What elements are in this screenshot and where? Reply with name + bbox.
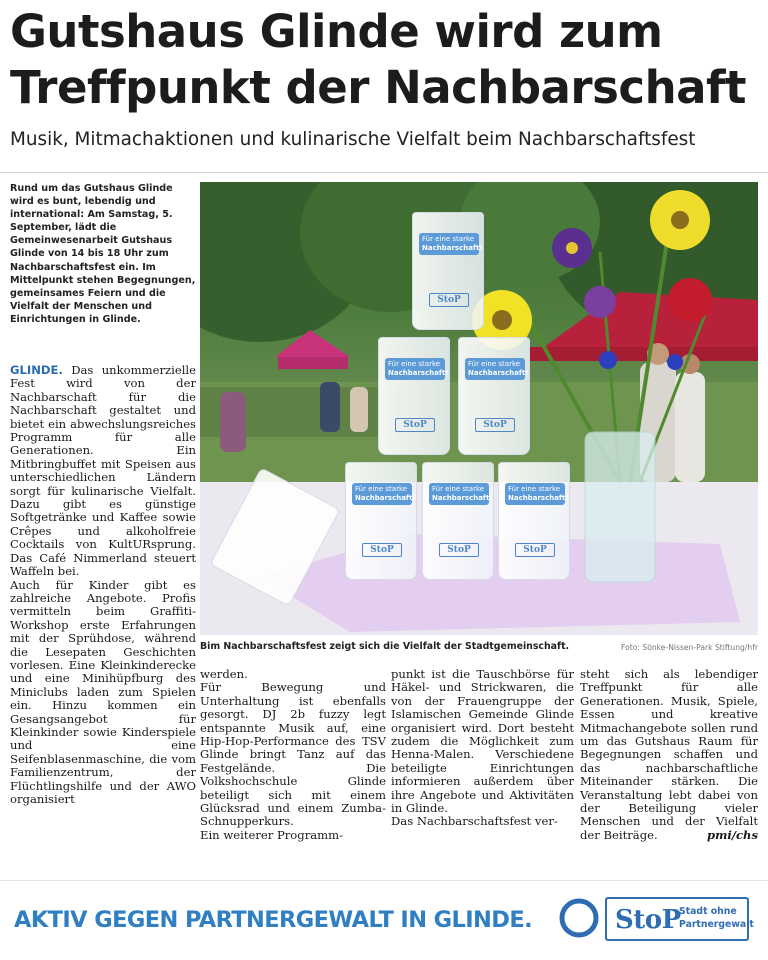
signature: pmi/chs bbox=[706, 827, 758, 842]
cup-label-line: Nachbarschaft! bbox=[508, 494, 569, 502]
cup-label bbox=[505, 483, 569, 505]
cup-label-line: Für eine starke bbox=[432, 485, 485, 493]
column-4 bbox=[580, 668, 758, 878]
body-text: steht sich als lebendiger Treffpunkt für alle Generationen. Musik, Spiele, Essen und kreative Mitmachangebote sollen rund um das Gutshaus Raum für Begegnungen schaffen und das nachbarschaftliche Miteinander stärken. Die Veranstaltung lebt dabei von der Beteiligung vieler Menschen und der Vielfalt der Beiträge. bbox=[580, 668, 758, 842]
subheadline: Musik, Mitmachaktionen und kulinarische Vielfalt beim Nachbarschaftsfest bbox=[10, 129, 696, 150]
cup-label-line: Nachbarschaft! bbox=[355, 494, 416, 502]
printed-cup bbox=[412, 212, 484, 330]
printed-cup bbox=[422, 462, 494, 580]
paragraph: werden. bbox=[200, 668, 248, 681]
logo-tagline-line: Stadt ohne bbox=[679, 906, 737, 917]
divider bbox=[0, 172, 768, 173]
paragraph: Das Nachbarschaftsfest ver- bbox=[391, 814, 558, 829]
cup-label bbox=[465, 358, 529, 380]
cup-label-line: Für eine starke bbox=[422, 235, 475, 243]
cup-label-line: Für eine starke bbox=[388, 360, 441, 368]
cup-label-line: Nachbarschaft! bbox=[432, 494, 493, 502]
paragraph: Auch für Kinder gibt es zahlreiche Angebote. Profis vermitteln beim Graffiti-Workshop erste Erfahrungen mit der Sprühdose, während die Lesepaten Geschichten vorlesen. Eine Kleinkinderecke und eine Minihüpfburg des Miniclubs laden zum Spielen ein. Hinzu kommen ein Gesangsangebot für Kleinkinder sowie Kinderspiele und eine Seifenblasenmaschine, die vom Familienzentrum, der Flüchtlingshilfe und der AWO organisiert bbox=[10, 577, 196, 806]
cup-logo: StoP bbox=[515, 543, 555, 557]
column-3 bbox=[391, 668, 574, 878]
cup-label-line: Für eine starke bbox=[355, 485, 408, 493]
stop-logo-ring-icon bbox=[557, 896, 601, 940]
cup-label bbox=[352, 483, 416, 505]
printed-cup bbox=[498, 462, 570, 580]
cup-label bbox=[419, 233, 483, 255]
cup-logo: StoP bbox=[439, 543, 479, 557]
cup-logo: StoP bbox=[475, 418, 515, 432]
body-text: Das unkommerzielle Fest wird von der Nachbarschaft für die Nachbarschaft gestaltet und bietet ein abwechslungsreiches Programm für alle Generationen. Ein Mitbringbuffet mit Speisen aus unterschiedlichen Ländern sorgt für kulinarische Vielfalt. Dazu gibt es günstige Softgetränke und Kaffee sowie Crêpes und alkoholfreie Cocktails von KultURsprung. Das Café Nimmerland steuert Waffeln bei. bbox=[10, 364, 196, 579]
column-2 bbox=[200, 668, 386, 878]
cup-label-line: Nachbarschaft! bbox=[422, 244, 483, 252]
paragraph bbox=[580, 668, 758, 842]
paragraph bbox=[10, 364, 196, 579]
printed-cup bbox=[345, 462, 417, 580]
dateline: GLINDE. bbox=[10, 364, 63, 377]
cup-logo: StoP bbox=[362, 543, 402, 557]
stop-logo bbox=[605, 897, 754, 941]
logo-tagline bbox=[679, 905, 754, 931]
cup-label bbox=[429, 483, 493, 505]
column-1 bbox=[10, 364, 196, 882]
campaign-slogan: AKTIV GEGEN PARTNERGEWALT IN GLINDE. bbox=[14, 907, 533, 933]
photo-credit: Foto: Sönke-Nissen-Park Stiftung/hfr bbox=[621, 643, 758, 652]
logo-wordmark: StoP bbox=[615, 905, 681, 935]
paragraph: Für Bewegung und Unterhaltung ist ebenfalls gesorgt. DJ 2b fuzzy legt entspannte Musik auf, eine Hip-Hop-Performance des TSV Glinde bringt Tanz auf das Festgelände. Die Volkshochschule Glinde beteiligt sich mit einem Glücksrad und einem Zumba-Schnupperkurs. bbox=[200, 680, 386, 829]
photo-caption: Bim Nachbarschaftsfest zeigt sich die Vielfalt der Stadtgemeinschaft. bbox=[200, 641, 570, 652]
cup-logo: StoP bbox=[395, 418, 435, 432]
cup-label-line: Nachbarschaft! bbox=[468, 369, 529, 377]
cup-label-line: Für eine starke bbox=[508, 485, 561, 493]
logo-tagline-line: Partnergewalt bbox=[679, 919, 754, 930]
cup-logo: StoP bbox=[429, 293, 469, 307]
paragraph: Ein weiterer Programm- bbox=[200, 827, 344, 842]
headline: Gutshaus Glinde wird zum Treffpunkt der Nachbarschaft bbox=[10, 5, 747, 114]
cup-label bbox=[385, 358, 449, 380]
event-photo bbox=[200, 182, 758, 635]
cup-label-line: Für eine starke bbox=[468, 360, 521, 368]
paragraph: punkt ist die Tauschbörse für Häkel- und Strickwaren, die von der Frauengruppe der Islamischen Gemeinde Glinde organisiert wird. Dort besteht zudem die Möglichkeit zum Henna-Malen. Verschiedene beteiligte Einrichtungen informieren außerdem über ihre Angebote und Aktivitäten in Glinde. bbox=[391, 668, 574, 816]
cup-label-line: Nachbarschaft! bbox=[388, 369, 449, 377]
printed-cup bbox=[458, 337, 530, 455]
printed-cup bbox=[378, 337, 450, 455]
lead-paragraph: Rund um das Gutshaus Glinde wird es bunt, lebendig und international: Am Samstag, 5. September, lädt die Gemeinwesenarbeit Gutshaus Glinde von 14 bis 18 Uhr zum Nachbarschaftsfest ein. Im Mittelpunkt stehen Begegnungen, gemeinsames Feiern und die Vielfalt der Menschen und Einrichtungen in Glinde. bbox=[10, 183, 196, 325]
